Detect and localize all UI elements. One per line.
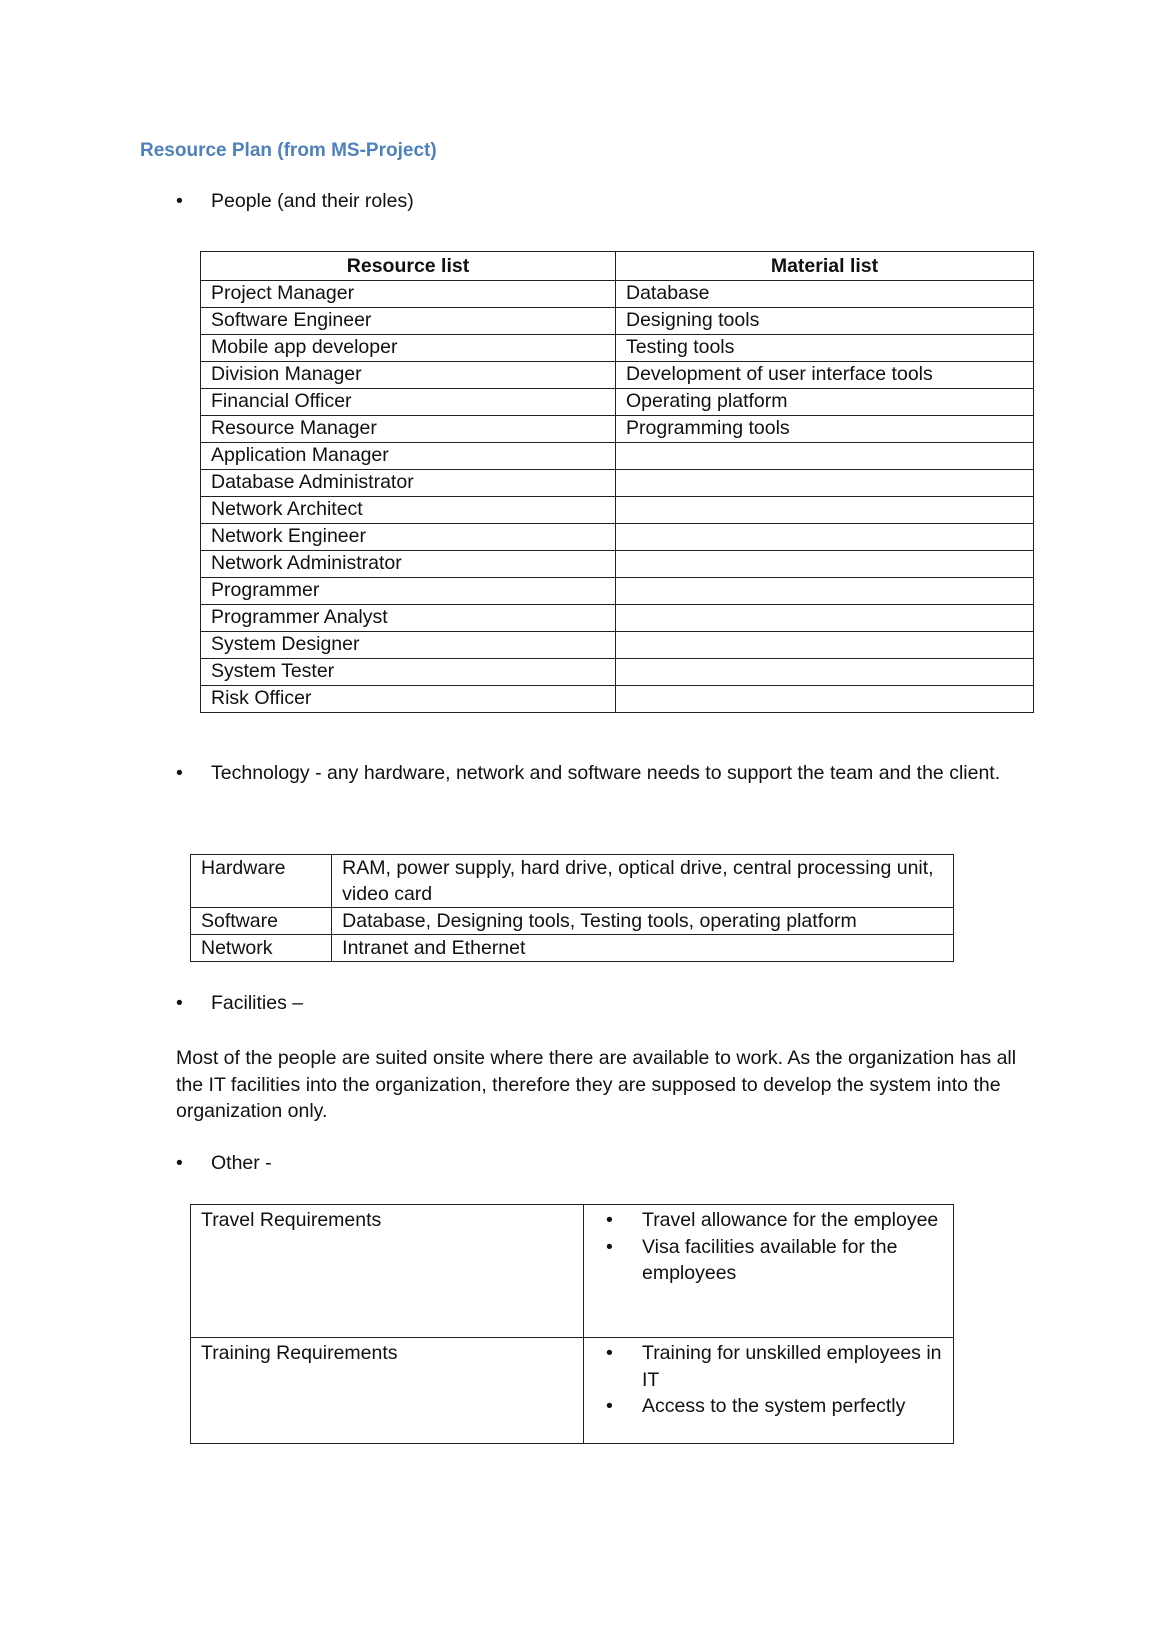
list-item: • Access to the system perfectly (642, 1393, 943, 1420)
table-row (201, 497, 1034, 524)
facilities-paragraph: Most of the people are suited onsite where there are available to work. As the organization has all the IT facilities into the organization, therefore they are supposed to develop the system into the organization only. (176, 1047, 1017, 1122)
facilities-bullet-text: Facilities – (211, 992, 304, 1014)
table-row (201, 281, 1034, 308)
travel-requirements-list (594, 1207, 943, 1287)
other-bullet-text: Other - (211, 1152, 272, 1174)
table-row (201, 443, 1034, 470)
technology-table (190, 854, 954, 962)
resource-cell: Mobile app developer (201, 335, 616, 362)
table-row (201, 659, 1034, 686)
hardware-label: Hardware (191, 855, 332, 908)
software-value: Database, Designing tools, Testing tools, operating platform (332, 908, 954, 935)
page-title: Resource Plan (from MS-Project) (140, 140, 437, 161)
material-cell (616, 524, 1034, 551)
resource-cell: Network Engineer (201, 524, 616, 551)
resource-cell: Division Manager (201, 362, 616, 389)
table-row (201, 632, 1034, 659)
table-row (191, 855, 954, 908)
bullet-marker: • (176, 1152, 183, 1174)
resource-cell: System Designer (201, 632, 616, 659)
table-row (201, 416, 1034, 443)
list-item: • Travel allowance for the employee (642, 1207, 943, 1234)
table-row (201, 578, 1034, 605)
resource-cell: Software Engineer (201, 308, 616, 335)
resource-cell: Network Administrator (201, 551, 616, 578)
table-row (201, 524, 1034, 551)
facilities-bullet (176, 992, 303, 1015)
network-label: Network (191, 935, 332, 962)
material-cell (616, 632, 1034, 659)
material-cell: Designing tools (616, 308, 1034, 335)
resource-cell: Application Manager (201, 443, 616, 470)
table-header-row (201, 252, 1034, 281)
travel-requirements-cell (584, 1205, 954, 1338)
material-cell (616, 497, 1034, 524)
material-cell: Operating platform (616, 389, 1034, 416)
people-bullet-text: People (and their roles) (211, 190, 414, 212)
table-row (201, 470, 1034, 497)
material-cell (616, 551, 1034, 578)
resource-list-header: Resource list (201, 252, 616, 281)
resource-cell: System Tester (201, 659, 616, 686)
material-list-header: Material list (616, 252, 1034, 281)
training-requirements-cell (584, 1338, 954, 1444)
material-cell: Programming tools (616, 416, 1034, 443)
material-cell (616, 605, 1034, 632)
resource-table (200, 251, 1034, 713)
material-cell (616, 686, 1034, 713)
resource-cell: Database Administrator (201, 470, 616, 497)
resource-cell: Resource Manager (201, 416, 616, 443)
technology-bullet-text: Technology - any hardware, network and software needs to support the team and the client. (211, 762, 1001, 784)
bullet-marker: • (176, 762, 183, 784)
material-cell (616, 659, 1034, 686)
material-cell: Database (616, 281, 1034, 308)
technology-bullet (176, 762, 1000, 785)
table-row (201, 389, 1034, 416)
material-cell (616, 578, 1034, 605)
people-bullet (176, 190, 414, 213)
hardware-value: RAM, power supply, hard drive, optical drive, central processing unit, video card (332, 855, 954, 908)
material-cell: Development of user interface tools (616, 362, 1034, 389)
resource-cell: Network Architect (201, 497, 616, 524)
training-requirements-list (594, 1340, 943, 1420)
material-cell (616, 443, 1034, 470)
table-row (201, 551, 1034, 578)
resource-cell: Programmer (201, 578, 616, 605)
other-requirements-table (190, 1204, 954, 1444)
resource-table-body (201, 281, 1034, 713)
resource-cell: Programmer Analyst (201, 605, 616, 632)
software-label: Software (191, 908, 332, 935)
table-row (191, 1205, 954, 1338)
table-row (201, 335, 1034, 362)
network-value: Intranet and Ethernet (332, 935, 954, 962)
other-bullet (176, 1152, 272, 1175)
material-cell (616, 470, 1034, 497)
table-row (201, 686, 1034, 713)
table-row (191, 935, 954, 962)
list-item: • Training for unskilled employees in IT (642, 1340, 943, 1393)
travel-requirements-label: Travel Requirements (191, 1205, 584, 1338)
table-row (191, 908, 954, 935)
resource-cell: Risk Officer (201, 686, 616, 713)
resource-cell: Project Manager (201, 281, 616, 308)
bullet-marker: • (176, 992, 183, 1014)
table-row (201, 362, 1034, 389)
table-row (191, 1338, 954, 1444)
material-cell: Testing tools (616, 335, 1034, 362)
table-row (201, 308, 1034, 335)
resource-cell: Financial Officer (201, 389, 616, 416)
bullet-marker: • (176, 190, 183, 212)
table-row (201, 605, 1034, 632)
list-item: • Visa facilities available for the employees (642, 1234, 943, 1287)
training-requirements-label: Training Requirements (191, 1338, 584, 1444)
